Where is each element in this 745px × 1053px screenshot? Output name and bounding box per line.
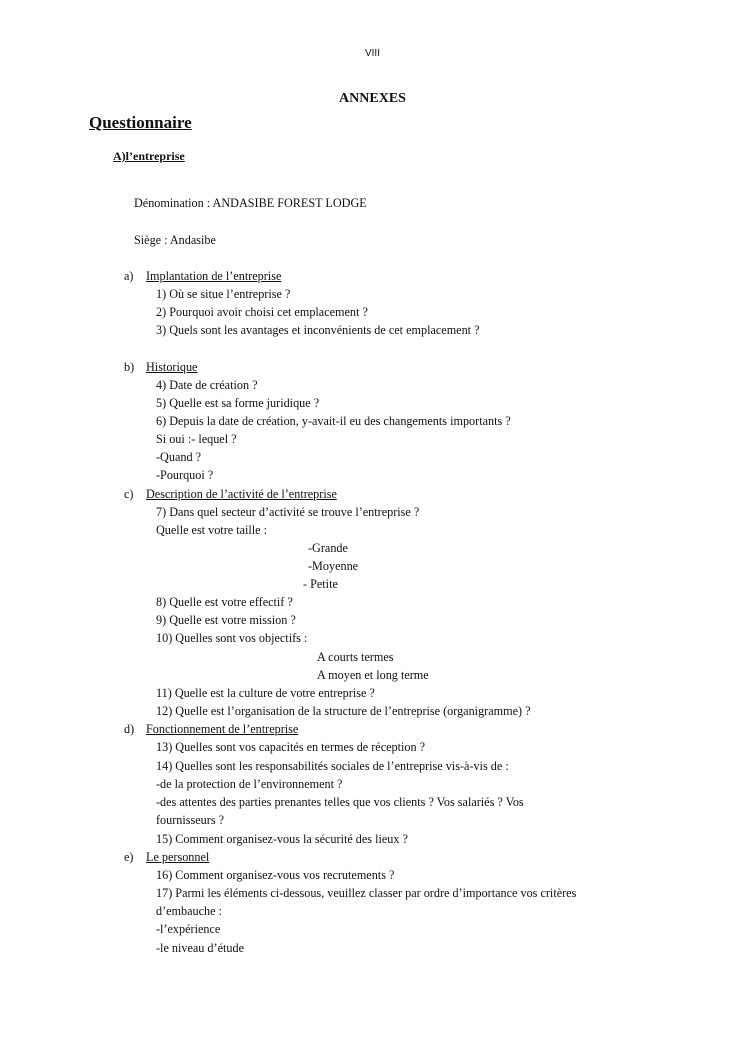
question-line: fournisseurs ? — [156, 813, 225, 827]
question-line: 1) Où se situe l’entreprise ? — [156, 287, 291, 301]
question-line: 3) Quels sont les avantages et inconvénients de cet emplacement ? — [156, 323, 480, 337]
question-line: 9) Quelle est votre mission ? — [156, 613, 296, 627]
question-line: 7) Dans quel secteur d’activité se trouve l’entreprise ? — [156, 505, 420, 519]
page-title: ANNEXES — [339, 91, 406, 106]
section-title-description: Description de l’activité de l’entreprise — [146, 487, 337, 501]
question-line: 12) Quelle est l’organisation de la structure de l’entreprise (organigramme) ? — [156, 704, 531, 718]
question-line: Si oui :- lequel ? — [156, 432, 237, 446]
option-line: A moyen et long terme — [317, 668, 429, 682]
question-line: 14) Quelles sont les responsabilités sociales de l’entreprise vis-à-vis de : — [156, 759, 509, 773]
option-line: A courts termes — [317, 650, 394, 664]
question-line: -des attentes des parties prenantes telles que vos clients ? Vos salariés ? Vos — [156, 795, 524, 809]
section-marker: d) — [124, 722, 135, 736]
question-line: -l’expérience — [156, 922, 221, 936]
subsection-heading: A)l’entreprise — [113, 149, 185, 163]
option-line: -Moyenne — [308, 559, 359, 573]
question-line: -Quand ? — [156, 450, 202, 464]
question-line: 10) Quelles sont vos objectifs : — [156, 631, 308, 645]
question-line: Quelle est votre taille : — [156, 523, 268, 537]
question-line: 5) Quelle est sa forme juridique ? — [156, 396, 320, 410]
question-line: 2) Pourquoi avoir choisi cet emplacement ? — [156, 305, 368, 319]
question-line: -de la protection de l’environnement ? — [156, 777, 343, 791]
siege-line: Siège : Andasibe — [134, 233, 216, 247]
option-line: -Grande — [308, 541, 348, 555]
section-title-implantation: Implantation de l’entreprise — [146, 269, 282, 283]
section-title-personnel: Le personnel — [146, 850, 210, 864]
section-heading: Questionnaire — [89, 113, 192, 132]
question-line: 8) Quelle est votre effectif ? — [156, 595, 293, 609]
question-line: 17) Parmi les éléments ci-dessous, veuillez classer par ordre d’importance vos critères — [156, 886, 577, 900]
question-line: 15) Comment organisez-vous la sécurité des lieux ? — [156, 832, 408, 846]
question-line: d’embauche : — [156, 904, 222, 918]
section-marker: a) — [124, 269, 134, 283]
question-line: 11) Quelle est la culture de votre entreprise ? — [156, 686, 375, 700]
question-line: 6) Depuis la date de création, y-avait-il eu des changements importants ? — [156, 414, 511, 428]
question-line: 4) Date de création ? — [156, 378, 258, 392]
denomination-line: Dénomination : ANDASIBE FOREST LODGE — [134, 196, 367, 210]
section-marker: e) — [124, 850, 134, 864]
page-number: VIII — [364, 48, 380, 59]
question-line: 16) Comment organisez-vous vos recrutements ? — [156, 868, 395, 882]
question-line: -le niveau d’étude — [156, 941, 244, 955]
section-marker: c) — [124, 487, 134, 501]
section-title-historique: Historique — [146, 360, 198, 374]
question-line: -Pourquoi ? — [156, 468, 214, 482]
section-title-fonctionnement: Fonctionnement de l’entreprise — [146, 722, 299, 736]
section-marker: b) — [124, 360, 135, 374]
question-line: 13) Quelles sont vos capacités en termes de réception ? — [156, 740, 426, 754]
option-line: - Petite — [303, 577, 338, 591]
